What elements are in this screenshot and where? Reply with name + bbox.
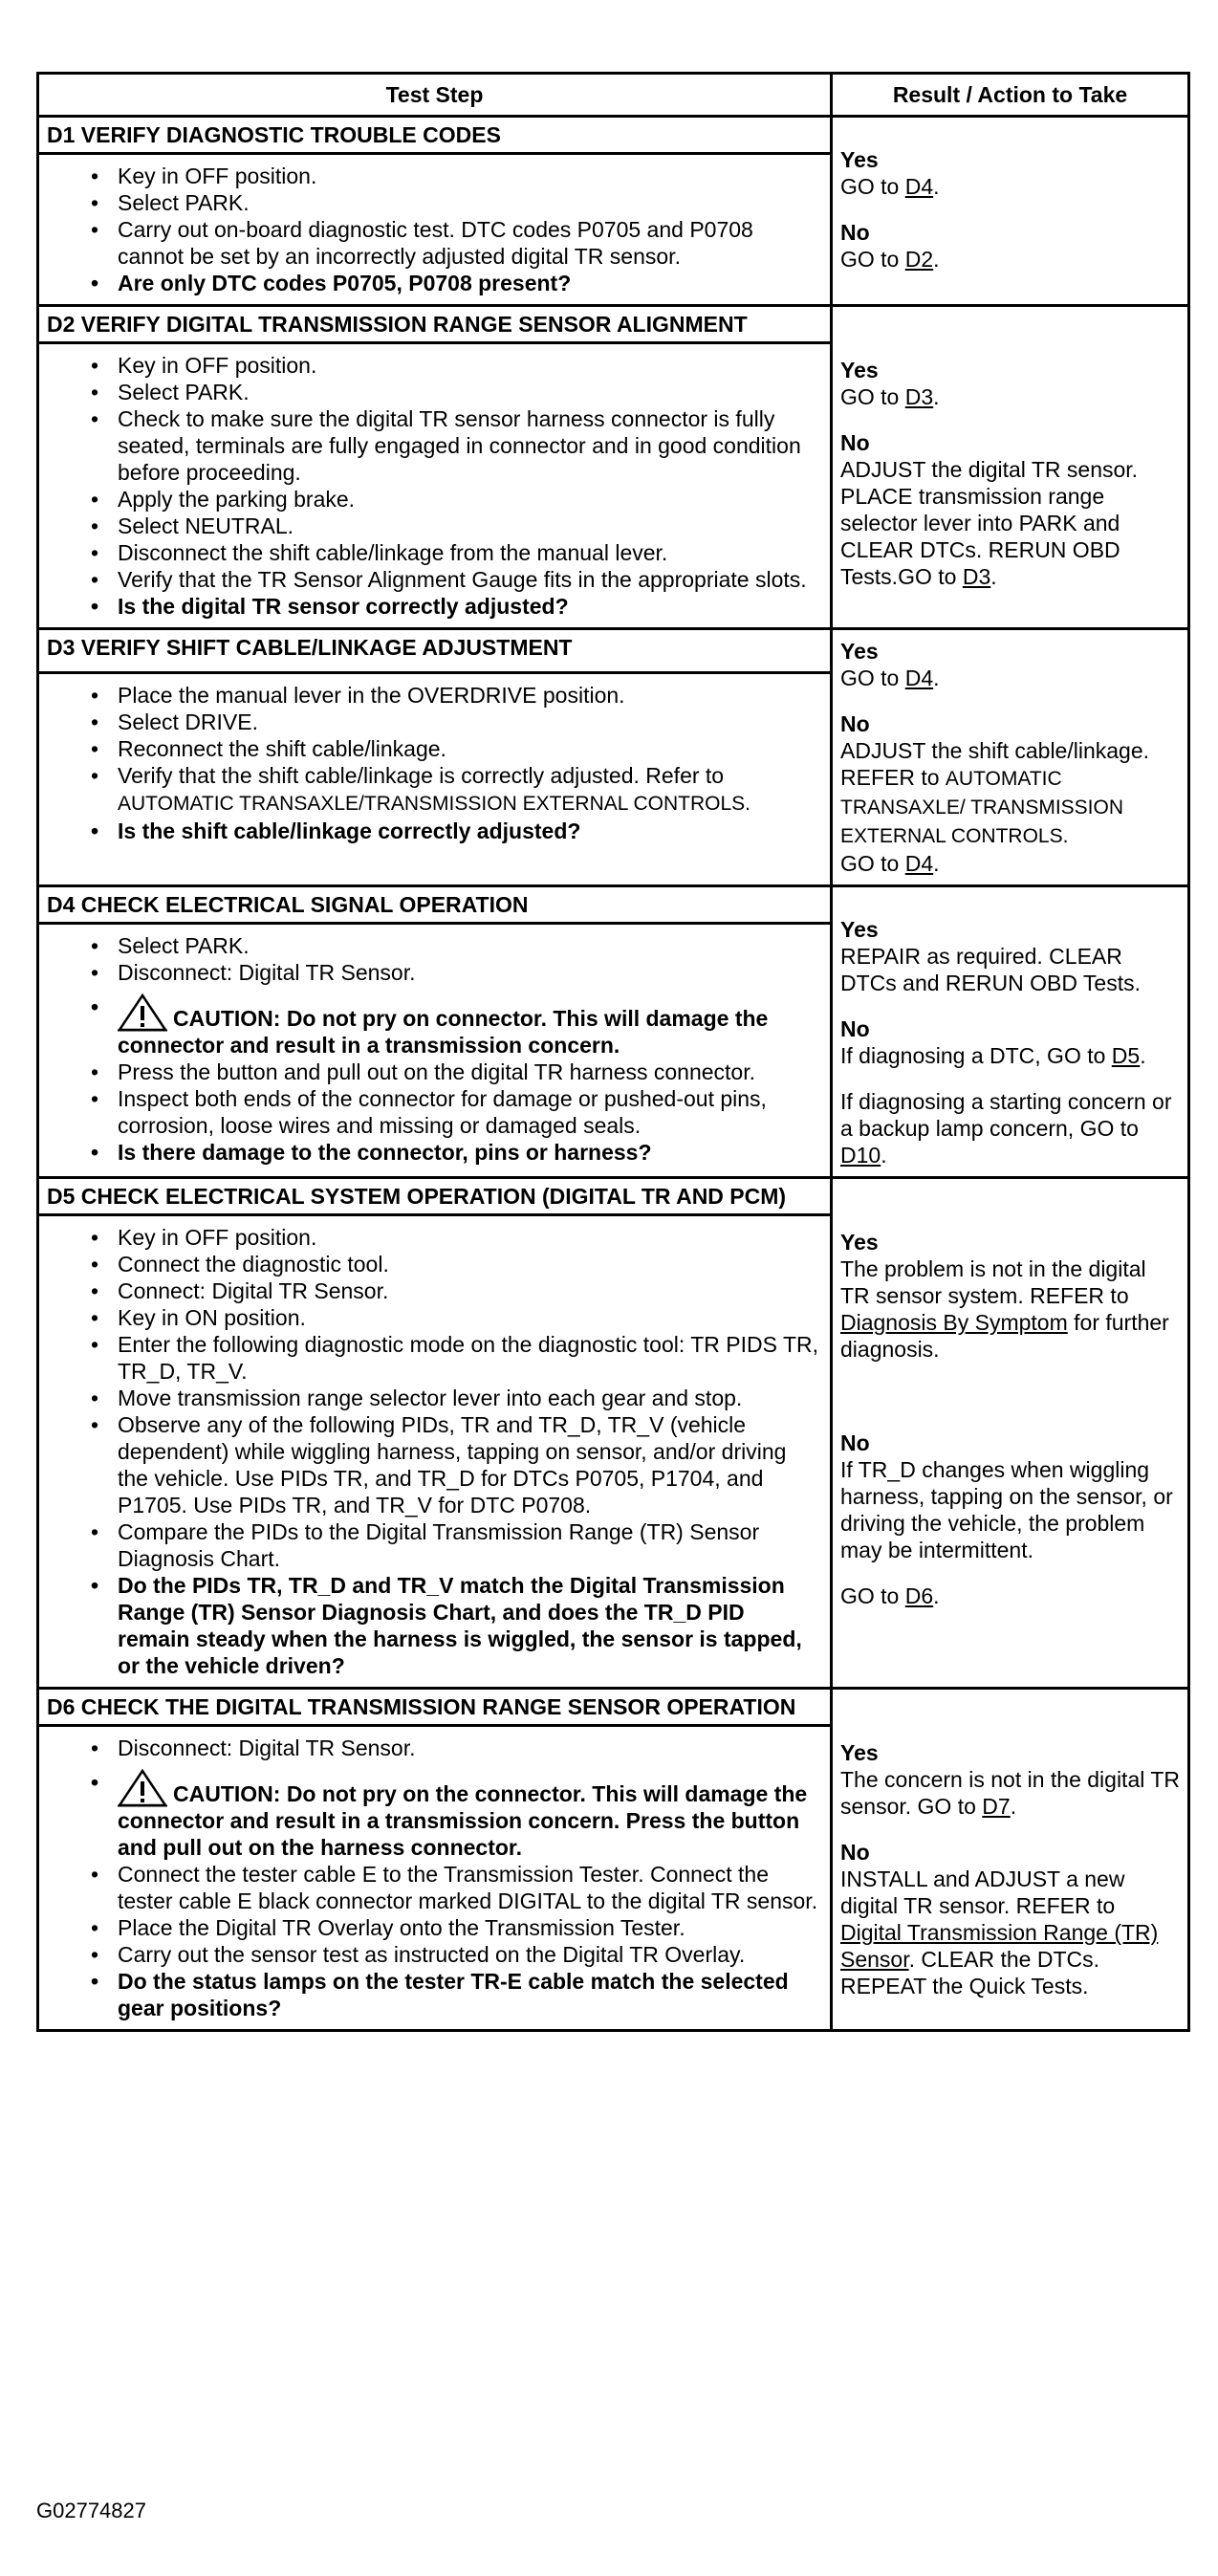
figure-id: G02774827 (36, 2499, 146, 2522)
d4-no-text2: If diagnosing a starting concern or a backup lamp concern, GO to (840, 1089, 1172, 1141)
d1-yes-label: Yes (840, 147, 879, 172)
step-d2-result (832, 306, 1189, 629)
d4-question: • Is there damage to the connector, pins or harness? (49, 1139, 822, 1166)
d5-yes-label: Yes (840, 1230, 879, 1255)
list-item: • Observe any of the following PIDs, TR and TR_D, TR_V (vehicle dependent) while wiggling harness, tapping on sensor, and/or driving the vehicle. Use PIDs TR, and TR_D for DTCs P0705, P1704, and P1705. Use PIDs TR, and TR_V for DTC P0708. (49, 1411, 822, 1518)
d3-question: • Is the shift cable/linkage correctly adjusted? (49, 818, 822, 844)
d1-no-link[interactable]: D2 (904, 247, 934, 272)
list-item: • Key in OFF position. (49, 163, 822, 189)
list-item: • Check to make sure the digital TR sensor harness connector is fully seated, terminals are fully engaged in connector and in good condition before proceeding. (49, 405, 822, 486)
list-item: • Move transmission range selector lever into each gear and stop. (49, 1385, 822, 1411)
d1-step-list (49, 163, 822, 296)
step-d2-title-row (38, 306, 1189, 343)
list-item: • Key in ON position. (49, 1304, 822, 1331)
step-d6-title: D6 CHECK THE DIGITAL TRANSMISSION RANGE SENSOR OPERATION (38, 1689, 832, 1726)
step-d5-title-row (38, 1178, 1189, 1215)
list-item: • Key in OFF position. (49, 1224, 822, 1251)
list-item: • Place the manual lever in the OVERDRIVE position. (49, 682, 822, 709)
d2-yes-label: Yes (840, 358, 879, 382)
list-item: • Apply the parking brake. (49, 486, 822, 513)
list-item: • Connect the diagnostic tool. (49, 1251, 822, 1277)
list-item: • Disconnect the shift cable/linkage from the manual lever. (49, 539, 822, 566)
d2-no-end: . (990, 564, 997, 589)
d5-yes-link[interactable]: Diagnosis By Symptom (840, 1310, 1068, 1335)
step-d3-title: D3 VERIFY SHIFT CABLE/LINKAGE ADJUSTMENT (38, 629, 832, 673)
step-d3-body (38, 673, 832, 886)
step-d5-result (832, 1178, 1189, 1689)
step-d3-result (832, 629, 1189, 886)
d4-caution-text: CAUTION: Do not pry on connector. This will damage the connector and result in a transmission concern. (118, 1006, 769, 1059)
d3-no-end: . (933, 851, 940, 876)
header-test-step: Test Step (38, 74, 832, 117)
d3-yes-label: Yes (840, 639, 879, 664)
list-item: • Connect: Digital TR Sensor. (49, 1277, 822, 1304)
list-item: • Place the Digital TR Overlay onto the Transmission Tester. (49, 1914, 822, 1941)
d1-no-label: No (840, 220, 870, 245)
d3-no-label: No (840, 711, 870, 736)
list-item: • Compare the PIDs to the Digital Transmission Range (TR) Sensor Diagnosis Chart. (49, 1518, 822, 1572)
list-item: • Select NEUTRAL. (49, 513, 822, 539)
d5-no-goto: GO to (840, 1583, 905, 1608)
step-d5-body (38, 1215, 832, 1689)
d6-step-list (49, 1735, 822, 2021)
header-result-action: Result / Action to Take (832, 74, 1189, 117)
d3-no-goto: GO to (840, 851, 905, 876)
list-item: • Enter the following diagnostic mode on the diagnostic tool: TR PIDS TR, TR_D, TR_V. (49, 1331, 822, 1385)
d4-no-text: If diagnosing a DTC, GO to (840, 1043, 1112, 1068)
step-d3-title-row (38, 629, 1189, 673)
d1-yes-text: GO to (840, 174, 905, 199)
d4-no-label: No (840, 1016, 870, 1041)
d5-no-end: . (933, 1583, 940, 1608)
d6-yes-text: The concern is not in the digital TR sensor. GO to (840, 1767, 1180, 1819)
d1-yes-end: . (933, 174, 940, 199)
list-item: • Carry out on-board diagnostic test. DTC codes P0705 and P0708 cannot be set by an incorrectly adjusted digital TR sensor. (49, 216, 822, 270)
d4-no-end: . (1140, 1043, 1146, 1068)
d3-step-list (49, 682, 822, 844)
d3-no-ref: AUTOMATIC TRANSAXLE/ TRANSMISSION EXTERNAL CONTROLS. (840, 768, 1124, 847)
d2-no-link[interactable]: D3 (962, 564, 991, 589)
d5-yes-end: for further diagnosis. (840, 1310, 1169, 1362)
diagnostic-table (36, 72, 1190, 2032)
list-item: • Disconnect: Digital TR Sensor. (49, 959, 822, 986)
d6-no-label: No (840, 1840, 870, 1865)
d5-no-text: If TR_D changes when wiggling harness, tapping on the sensor, or driving the vehicle, the problem may be intermittent. (840, 1457, 1173, 1562)
d6-yes-label: Yes (840, 1740, 879, 1765)
list-item (49, 762, 822, 818)
d3-no-text: ADJUST the shift cable/linkage. REFER to (840, 738, 1150, 790)
step-d4-body (38, 924, 832, 1178)
step-d6-title-row (38, 1689, 1189, 1726)
step-d1-result (832, 117, 1189, 306)
list-item: • Connect the tester cable E to the Transmission Tester. Connect the tester cable E black connector marked DIGITAL to the digital TR sensor. (49, 1861, 822, 1914)
d1-yes-link[interactable]: D4 (904, 174, 934, 199)
d2-yes-link[interactable]: D3 (904, 384, 934, 409)
step-d2-title: D2 VERIFY DIGITAL TRANSMISSION RANGE SENSOR ALIGNMENT (38, 306, 832, 343)
d3-yes-text: GO to (840, 666, 905, 690)
d6-no-link[interactable]: Digital Transmission Range (TR) Sensor (840, 1920, 1159, 1972)
d5-yes-text: The problem is not in the digital TR sensor system. REFER to (840, 1256, 1146, 1308)
step-d1-body (38, 154, 832, 306)
d3-yes-end: . (933, 666, 940, 690)
list-item: • Carry out the sensor test as instructed on the Digital TR Overlay. (49, 1941, 822, 1968)
step-d1-title: D1 VERIFY DIAGNOSTIC TROUBLE CODES (38, 117, 832, 154)
list-item: • Select PARK. (49, 379, 822, 405)
step-d6-body (38, 1726, 832, 2031)
d5-step-list (49, 1224, 822, 1679)
warning-triangle-icon (118, 993, 167, 1032)
d4-yes-text: REPAIR as required. CLEAR DTCs and RERUN OBD Tests. (840, 944, 1141, 995)
d1-question: • Are only DTC codes P0705, P0708 present? (49, 270, 822, 296)
d5-no-label: No (840, 1430, 870, 1455)
d4-no-end2: . (881, 1143, 887, 1168)
d6-no-end: . CLEAR the DTCs. REPEAT the Quick Tests. (840, 1947, 1099, 1998)
list-item: • Select DRIVE. (49, 709, 822, 735)
d6-no-text: INSTALL and ADJUST a new digital TR sensor. REFER to (840, 1867, 1125, 1918)
list-item: • Inspect both ends of the connector for damage or pushed-out pins, corrosion, loose wires and missing or damaged seals. (49, 1085, 822, 1139)
d4-step-list (49, 932, 822, 1166)
list-item: • Select PARK. (49, 932, 822, 959)
d6-question: • Do the status lamps on the tester TR-E cable match the selected gear positions? (49, 1968, 822, 2021)
step-d1-title-row (38, 117, 1189, 154)
d5-question: • Do the PIDs TR, TR_D and TR_V match the Digital Transmission Range (TR) Sensor Diagnosis Chart, and does the TR_D PID remain steady when the harness is wiggled, the sensor is tapped, or the vehicle driven? (49, 1572, 822, 1679)
d3-step4-ref: AUTOMATIC TRANSAXLE/TRANSMISSION EXTERNAL CONTROLS. (118, 793, 751, 815)
diagnostic-document (36, 72, 1187, 2032)
step-d4-result (832, 886, 1189, 1178)
step-d4-title: D4 CHECK ELECTRICAL SIGNAL OPERATION (38, 886, 832, 924)
d4-yes-label: Yes (840, 917, 879, 942)
list-item: • Select PARK. (49, 189, 822, 216)
step-d6-result (832, 1689, 1189, 2031)
d2-question: • Is the digital TR sensor correctly adjusted? (49, 593, 822, 620)
list-item: • Verify that the TR Sensor Alignment Gauge fits in the appropriate slots. (49, 566, 822, 593)
d2-yes-text: GO to (840, 384, 905, 409)
d2-step-list (49, 352, 822, 620)
warning-triangle-icon (118, 1769, 167, 1807)
table-header-row (38, 74, 1189, 117)
d4-no-link2[interactable]: D10 (840, 1143, 881, 1168)
list-item: • Reconnect the shift cable/linkage. (49, 735, 822, 762)
d1-no-text: GO to (840, 247, 905, 272)
list-item: • Key in OFF position. (49, 352, 822, 379)
d2-yes-end: . (933, 384, 940, 409)
d3-yes-link[interactable]: D4 (904, 666, 934, 690)
step-d4-title-row (38, 886, 1189, 924)
d4-caution (49, 993, 822, 1059)
d6-yes-link[interactable]: D7 (982, 1794, 1011, 1819)
list-item: • Disconnect: Digital TR Sensor. (49, 1735, 822, 1761)
d3-no-link[interactable]: D4 (904, 851, 934, 876)
step-d5-title: D5 CHECK ELECTRICAL SYSTEM OPERATION (DIGITAL TR AND PCM) (38, 1178, 832, 1215)
list-item: • Press the button and pull out on the digital TR harness connector. (49, 1059, 822, 1085)
d6-caution (49, 1769, 822, 1861)
d4-no-link[interactable]: D5 (1111, 1043, 1141, 1068)
d6-caution-text: CAUTION: Do not pry on the connector. This will damage the connector and result in a transmission concern. Press the button and pull out on the harness connector. (118, 1781, 808, 1860)
d3-step4-text: Verify that the shift cable/linkage is correctly adjusted. Refer to (118, 763, 725, 788)
d5-no-link[interactable]: D6 (904, 1583, 934, 1608)
d1-no-end: . (933, 247, 940, 272)
d6-yes-end: . (1010, 1794, 1017, 1819)
step-d2-body (38, 343, 832, 629)
d2-no-label: No (840, 430, 870, 455)
d2-no-text: ADJUST the digital TR sensor. PLACE transmission range selector lever into PARK and CLEAR DTCs. RERUN OBD Tests.GO to (840, 457, 1139, 589)
